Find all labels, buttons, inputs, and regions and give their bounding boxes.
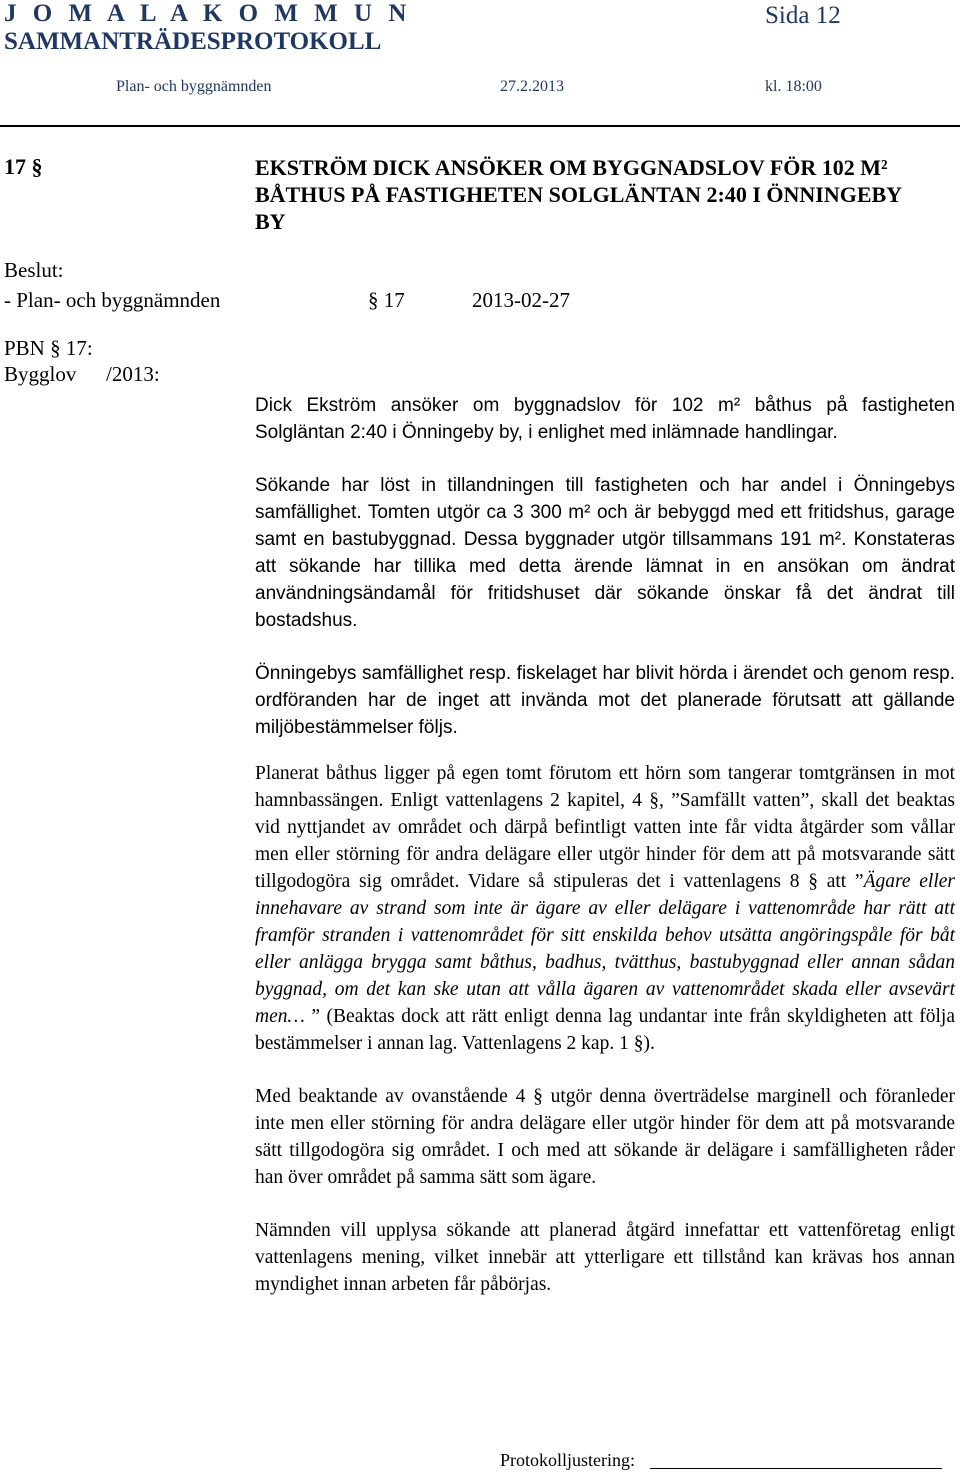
committee-name: Plan- och byggnämnden: [116, 78, 272, 95]
section-number: 17 §: [4, 154, 43, 179]
law-text-before: Planerat båthus ligger på egen tomt förutom ett hörn som tangerar tomtgränsen in mot hamnbassängen. Enligt vattenlagens 2 kapitel, 4 §, ”Samfällt vatten”, skall det beaktas vid nyttjandet av området och därpå befintligt vatten inte får vidta åtgärder som vållar men eller störning för andra delägare eller utgör hinder för dem att på motsvarande sätt tillgodogöra sig området. Vidare så stipuleras det i vattenlagens 8 § att ”: [255, 763, 955, 892]
header-divider: [0, 125, 960, 127]
section-title-line: BY: [255, 209, 286, 234]
law-text-after: ” (Beaktas dock att rätt enligt denna lag undantar inte från skyldigheten att följa bestämmelser i annan lag. Vattenlagens 2 kap. 1 §).: [255, 1006, 955, 1054]
bygglov-number: /2013:: [106, 362, 160, 386]
pbn-paragraph: PBN § 17:: [4, 336, 93, 360]
section-title-line: EKSTRÖM DICK ANSÖKER OM BYGGNADSLOV FÖR 102 M²: [255, 155, 888, 180]
meeting-date: 27.2.2013: [500, 78, 564, 95]
protocol-title: SAMMANTRÄDESPROTOKOLL: [4, 28, 382, 55]
paragraph-law: [255, 760, 955, 1057]
beslut-paragraph: § 17: [368, 288, 405, 312]
beslut-label: Beslut:: [4, 258, 64, 282]
paragraph: Sökande har löst in tillandningen till fastigheten och har andel i Önningebys samfällighet. Tomten utgör ca 3 300 m² och är bebyggd med ett fritidshus, garage samt en bastubyggnad. Dessa byggnader utgör tillsammans 191 m². Konstateras att sökande har tillika med detta ärende lämnat in en ansökan om ändrat användningsändamål för fritidshuset där sökande önskar få det ändrat till bostadshus.: [255, 475, 955, 631]
page-number: Sida 12: [765, 2, 841, 29]
paragraph: Önningebys samfällighet resp. fiskelaget har blivit hörda i ärendet och genom resp. ordföranden har de inget att invända mot det planerade förutsatt att gällande miljöbestämmelser följs.: [255, 663, 955, 738]
beslut-body: - Plan- och byggnämnden: [4, 288, 221, 312]
decision-text-sans: [255, 392, 955, 767]
section-title: [255, 154, 902, 235]
paragraph: Dick Ekström ansöker om byggnadslov för 102 m² båthus på fastigheten Solgläntan 2:40 i Önningeby by, i enlighet med inlämnade handlingar.: [255, 395, 955, 443]
law-quote: Ägare eller innehavare av strand som inte är ägare av eller delägare i vattenområde har rätt att framför stranden i vattenområdet för sitt enskilda behov utsätta angöringspåle för båt eller anlägga brygga samt båthus, badhus, tvätthus, bastubyggnad eller annan sådan byggnad, om det kan ske utan att vålla ägaren av vattenområdet skada eller avsevärt men…: [255, 871, 955, 1027]
protocol-adjustment-label: Protokolljustering:: [500, 1450, 635, 1470]
section-title-line: BÅTHUS PÅ FASTIGHETEN SOLGLÄNTAN 2:40 I ÖNNINGEBY: [255, 182, 903, 207]
signature-line: [650, 1468, 942, 1469]
paragraph: Nämnden vill upplysa sökande att planerad åtgärd innefattar ett vattenföretag enligt vattenlagens mening, vilket innebär att ytterligare ett tillstånd kan krävas hos annan myndighet innan arbeten får påbörjas.: [255, 1220, 955, 1295]
municipality-name: J O M A L A K O M M U N: [4, 0, 412, 27]
paragraph: Med beaktande av ovanstående 4 § utgör denna överträdelse marginell och föranleder inte men eller störning för andra delägare eller utgör hinder för dem att på motsvarande sätt tillgodogöra sig området. I och med att sökande är delägare i samfälligheten råder han över området på samma sätt som ägare.: [255, 1086, 955, 1188]
beslut-date: 2013-02-27: [472, 288, 570, 312]
meeting-time: kl. 18:00: [765, 78, 822, 95]
decision-text-serif: [255, 760, 955, 1324]
bygglov-label: Bygglov: [4, 362, 77, 386]
